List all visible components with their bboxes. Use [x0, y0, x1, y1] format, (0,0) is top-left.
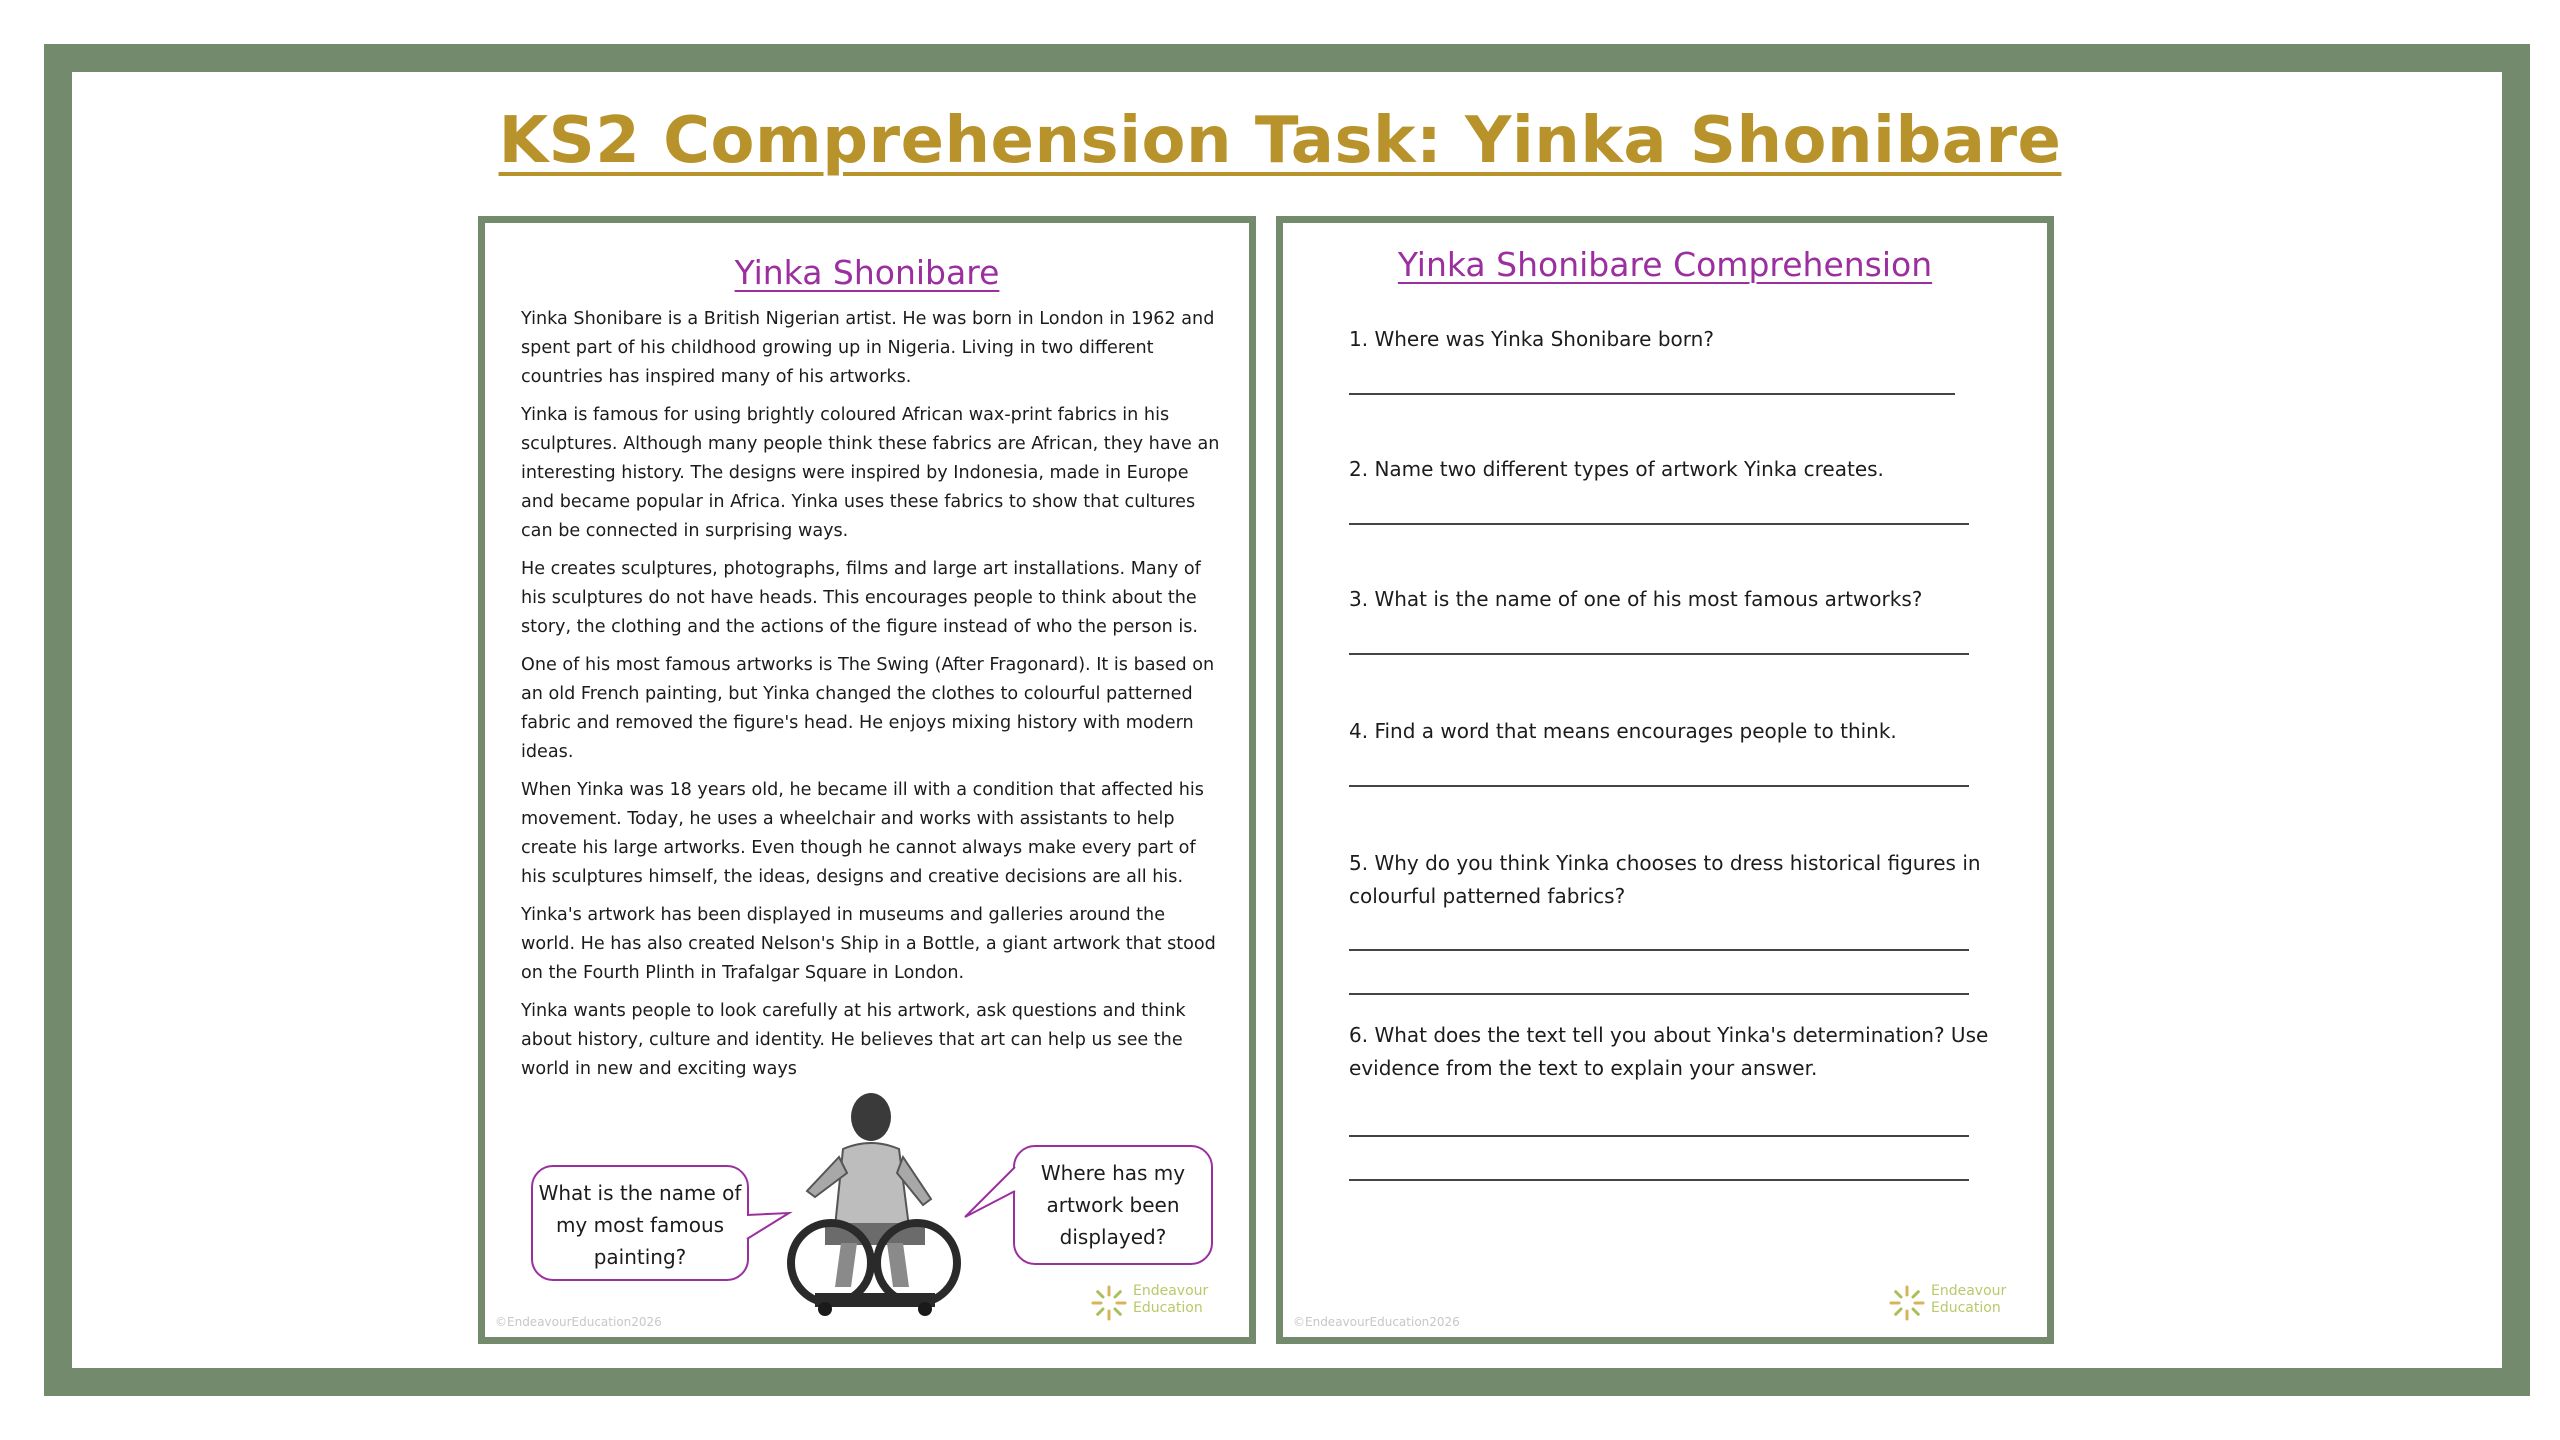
paragraph: Yinka Shonibare is a British Nigerian artist. He was born in London in 1962 and spent part of his childhood growing up in Nigeria. Living in two different countries has inspired many of his artworks.: [521, 309, 1215, 387]
brand-line-1: Endeavour: [1133, 1283, 1209, 1299]
question-2: 2. Name two different types of artwork Yinka creates.: [1349, 457, 1884, 481]
paragraph: When Yinka was 18 years old, he became ill with a condition that affected his movement. Today, he uses a wheelchair and works with assistants to help create his large artworks. Even though he cannot always make every part of his sculptures himself, the ideas, designs and creative decisions are all his.: [521, 780, 1204, 887]
artist-in-wheelchair-image: [785, 1087, 965, 1317]
brand-logo: [1887, 1283, 2027, 1323]
answer-line[interactable]: [1349, 993, 1969, 995]
questions-page-title: Yinka Shonibare Comprehension: [1397, 245, 1933, 284]
brand-name: [1133, 1283, 1208, 1317]
speech-bubble-right: Where has my artwork been displayed?: [1013, 1145, 1213, 1265]
slide-title: KS2 Comprehension Task: Yinka Shonibare: [498, 104, 2062, 178]
sunburst-icon: [1887, 1283, 1927, 1323]
brand-line-1: Endeavour: [1931, 1283, 2007, 1299]
paragraph: One of his most famous artworks is The Swing (After Fragonard). It is based on an old French painting, but Yinka changed the clothes to colourful patterned fabric and removed the figure's head. He enjoys mixing history with modern ideas.: [521, 655, 1215, 762]
paragraph: Yinka wants people to look carefully at his artwork, ask questions and think about history, culture and identity. He believes that art can help us see the world in new and exciting ways: [521, 1001, 1186, 1079]
brand-logo: [1089, 1283, 1229, 1323]
question-6: 6. What does the text tell you about Yinka's determination? Use evidence from the text to explain your answer.: [1349, 1023, 1989, 1080]
question-1: 1. Where was Yinka Shonibare born?: [1349, 327, 1714, 351]
paragraph: Yinka is famous for using brightly coloured African wax-print fabrics in his sculptures. Although many people think these fabrics are African, they have an interesting history. The designs were inspired by Indonesia, made in Europe and became popular in Africa. Yinka uses these fabrics to show that cultures can be connected in surprising ways.: [521, 405, 1220, 541]
speech-bubble-left: What is the name of my most famous painting?: [531, 1165, 749, 1281]
answer-line[interactable]: [1349, 523, 1969, 525]
answer-line[interactable]: [1349, 653, 1969, 655]
answer-line[interactable]: [1349, 1135, 1969, 1137]
brand-line-2: Education: [1931, 1300, 2001, 1316]
question-3: 3. What is the name of one of his most famous artworks?: [1349, 587, 1923, 611]
question-5: 5. Why do you think Yinka chooses to dress historical figures in colourful patterned fabrics?: [1349, 851, 1981, 908]
answer-line[interactable]: [1349, 949, 1969, 951]
reading-text: [521, 305, 1221, 1093]
answer-line[interactable]: [1349, 393, 1955, 395]
sunburst-icon: [1089, 1283, 1129, 1323]
copyright-text: ©EndeavourEducation2026: [495, 1315, 662, 1329]
speech-bubble-tail-right: [961, 1161, 1017, 1223]
reading-text-page: [478, 216, 1256, 1344]
answer-line[interactable]: [1349, 785, 1969, 787]
reading-page-title: Yinka Shonibare: [734, 253, 1000, 292]
brand-line-2: Education: [1133, 1300, 1203, 1316]
brand-name: [1931, 1283, 2006, 1317]
questions-page: [1276, 216, 2054, 1344]
copyright-text: ©EndeavourEducation2026: [1293, 1315, 1460, 1329]
question-4: 4. Find a word that means encourages people to think.: [1349, 719, 1897, 743]
answer-line[interactable]: [1349, 1179, 1969, 1181]
paragraph: He creates sculptures, photographs, films and large art installations. Many of his sculptures do not have heads. This encourages people to think about the story, the clothing and the actions of the figure instead of who the person is.: [521, 559, 1201, 637]
paragraph: Yinka's artwork has been displayed in museums and galleries around the world. He has also created Nelson's Ship in a Bottle, a giant artwork that stood on the Fourth Plinth in Trafalgar Square in London.: [521, 905, 1216, 983]
